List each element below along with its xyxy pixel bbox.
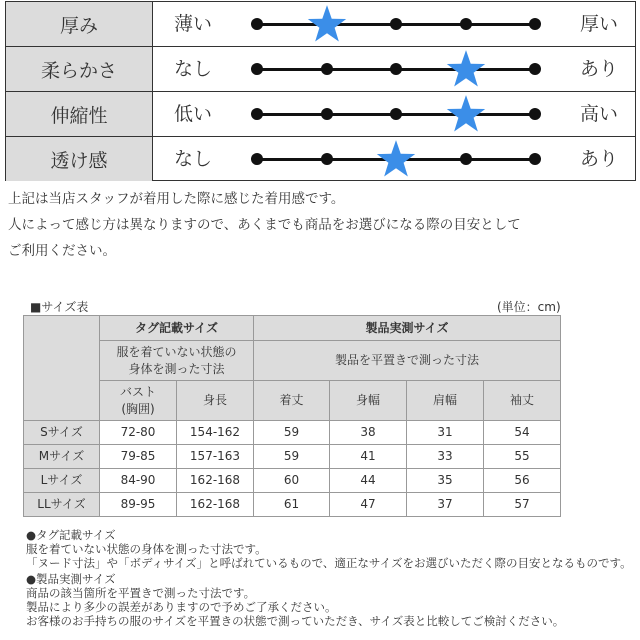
col-header-height: 身長 [177, 381, 254, 421]
size-label: Mサイズ [24, 445, 100, 469]
length-cell: 59 [254, 421, 330, 445]
shoulder-cell: 33 [407, 445, 484, 469]
scale-dot [529, 153, 541, 165]
rating-star-icon [306, 3, 348, 45]
sleeve-cell: 56 [484, 469, 561, 493]
scale-dot [321, 153, 333, 165]
feel-high-label: 高い [580, 103, 619, 125]
table-row [24, 445, 561, 469]
shoulder-cell: 35 [407, 469, 484, 493]
tag-size-group-header: タグ記載サイズ [100, 316, 254, 341]
length-cell: 60 [254, 469, 330, 493]
feel-row-softness [6, 47, 635, 92]
size-corner-cell [24, 316, 100, 421]
scale-dot [321, 63, 333, 75]
rating-star-icon [445, 93, 487, 135]
height-cell: 162-168 [177, 469, 254, 493]
width-cell: 47 [330, 493, 407, 517]
sleeve-cell: 57 [484, 493, 561, 517]
feel-note-line: 上記は当店スタッフが着用した際に感じた着用感です。 [8, 191, 345, 207]
col-header-bust [100, 381, 177, 421]
scale-dot [321, 108, 333, 120]
size-table-unit: (単位：cm) [497, 300, 561, 314]
feel-high-label: 厚い [580, 13, 619, 35]
size-label: Sサイズ [24, 421, 100, 445]
size-table-heading: ■サイズ表 [30, 300, 89, 314]
tag-desc-line: 身体を測った寸法 [128, 361, 225, 376]
scale-dot [251, 63, 263, 75]
col-header-shoulder: 肩幅 [407, 381, 484, 421]
scale-dot [460, 153, 472, 165]
tag-size-description [100, 341, 254, 381]
feel-low-label: 低い [174, 103, 213, 125]
width-cell: 38 [330, 421, 407, 445]
size-label: Lサイズ [24, 469, 100, 493]
scale-dot [390, 108, 402, 120]
sleeve-cell: 55 [484, 445, 561, 469]
feel-row-thickness [6, 2, 635, 47]
scale-dot [529, 108, 541, 120]
length-cell: 61 [254, 493, 330, 517]
bust-sub-label: (胸囲) [121, 401, 155, 416]
table-row [24, 469, 561, 493]
col-header-length: 着丈 [254, 381, 330, 421]
feel-row-sheerness [6, 137, 635, 182]
wear-feel-table [5, 1, 636, 181]
bust-cell: 79-85 [100, 445, 177, 469]
scale-dot [529, 18, 541, 30]
scale-dot [390, 63, 402, 75]
col-header-sleeve: 袖丈 [484, 381, 561, 421]
shoulder-cell: 31 [407, 421, 484, 445]
scale-dot [390, 18, 402, 30]
width-cell: 41 [330, 445, 407, 469]
size-label: LLサイズ [24, 493, 100, 517]
col-header-width: 身幅 [330, 381, 407, 421]
feel-row-label: 厚み [6, 2, 153, 46]
feel-row-label: 透け感 [6, 137, 153, 181]
feel-low-label: なし [174, 148, 213, 170]
rating-star-icon [375, 138, 417, 180]
scale-dot [529, 63, 541, 75]
feel-low-label: なし [174, 58, 213, 80]
footnote-line: ●製品実測サイズ [26, 572, 116, 586]
bust-label: バスト [119, 384, 156, 399]
feel-high-label: あり [580, 58, 619, 80]
feel-row-stretch [6, 92, 635, 137]
shoulder-cell: 37 [407, 493, 484, 517]
bust-cell: 84-90 [100, 469, 177, 493]
tag-desc-line: 服を着ていない状態の [116, 344, 237, 359]
footnote-line: お客様のお手持ちの服のサイズを平置きの状態で測っていただき、サイズ表と比較してご検討ください。 [26, 614, 565, 628]
size-table [23, 315, 561, 517]
feel-note-line: ご利用ください。 [8, 243, 116, 259]
scale-dot [251, 153, 263, 165]
scale-dot [251, 18, 263, 30]
footnote-line: 製品により多少の誤差がありますので予めご了承ください。 [26, 600, 337, 614]
feel-row-label: 柔らかさ [6, 47, 153, 91]
feel-row-label: 伸縮性 [6, 92, 153, 136]
footnote-line: ●タグ記載サイズ [26, 528, 116, 542]
sleeve-cell: 54 [484, 421, 561, 445]
rating-star-icon [445, 48, 487, 90]
actual-size-description: 製品を平置きで測った寸法 [254, 341, 561, 381]
bust-cell: 89-95 [100, 493, 177, 517]
footnote-line: 「ヌード寸法」や「ボディサイズ」と呼ばれているもので、適正なサイズをお選びいただく際の目安となるものです。 [26, 556, 632, 570]
table-row [24, 421, 561, 445]
length-cell: 59 [254, 445, 330, 469]
height-cell: 154-162 [177, 421, 254, 445]
scale-dot [460, 18, 472, 30]
height-cell: 157-163 [177, 445, 254, 469]
feel-high-label: あり [580, 148, 619, 170]
width-cell: 44 [330, 469, 407, 493]
feel-low-label: 薄い [174, 13, 213, 35]
height-cell: 162-168 [177, 493, 254, 517]
actual-size-group-header: 製品実測サイズ [254, 316, 561, 341]
footnote-line: 商品の該当箇所を平置きで測った寸法です。 [26, 586, 256, 600]
bust-cell: 72-80 [100, 421, 177, 445]
feel-note-line: 人によって感じ方は異なりますので、あくまでも商品をお選びになる際の目安として [8, 217, 521, 233]
table-row [24, 493, 561, 517]
footnote-line: 服を着ていない状態の身体を測った寸法です。 [26, 542, 267, 556]
scale-dot [251, 108, 263, 120]
